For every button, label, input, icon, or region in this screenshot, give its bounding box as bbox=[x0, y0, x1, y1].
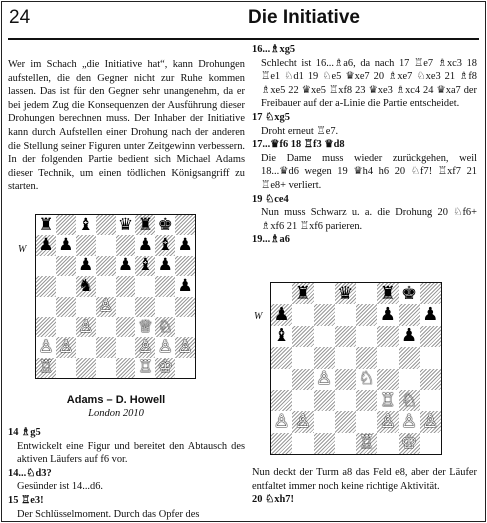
board-square bbox=[356, 369, 377, 390]
board-square bbox=[155, 276, 175, 296]
chess-piece: ♝ bbox=[273, 325, 290, 347]
board-square bbox=[335, 347, 356, 368]
board-square bbox=[356, 390, 377, 411]
board-square bbox=[314, 411, 335, 432]
board-square bbox=[377, 347, 398, 368]
board-square bbox=[116, 358, 136, 378]
board-square bbox=[314, 283, 335, 304]
board-square bbox=[116, 215, 136, 235]
board-square bbox=[314, 347, 335, 368]
chapter-title: Die Initiative bbox=[248, 7, 360, 28]
board-square bbox=[271, 283, 292, 304]
chess-piece: ♟ bbox=[58, 235, 74, 256]
board-square bbox=[175, 358, 195, 378]
board-square bbox=[399, 326, 420, 347]
chess-piece: ♙ bbox=[38, 337, 54, 357]
side-to-move-label: W bbox=[254, 311, 263, 322]
chess-piece: ♙ bbox=[177, 337, 193, 357]
board-square bbox=[155, 215, 175, 235]
game-caption-event: London 2010 bbox=[88, 408, 144, 419]
board-square bbox=[76, 235, 96, 255]
board-square bbox=[420, 326, 441, 347]
board-square bbox=[135, 317, 155, 337]
chess-piece: ♙ bbox=[379, 411, 396, 432]
board-square bbox=[76, 317, 96, 337]
game-caption-players: Adams – D. Howell bbox=[66, 394, 166, 406]
board-square bbox=[135, 235, 155, 255]
board-square bbox=[292, 304, 313, 325]
chess-piece: ♟ bbox=[273, 304, 290, 326]
board-square bbox=[36, 276, 56, 296]
chess-piece: ♝ bbox=[157, 235, 173, 256]
left-moves bbox=[8, 426, 245, 521]
move-notation: 20 ♘xh7! bbox=[252, 494, 294, 506]
board-square bbox=[356, 433, 377, 454]
board-square bbox=[116, 317, 136, 337]
chess-piece: ♟ bbox=[379, 304, 396, 326]
chess-piece: ♖ bbox=[137, 357, 153, 378]
board-square bbox=[56, 276, 76, 296]
board-square bbox=[377, 326, 398, 347]
board-square bbox=[56, 297, 76, 317]
board-square bbox=[56, 317, 76, 337]
chess-piece: ♙ bbox=[97, 296, 114, 317]
board-square bbox=[36, 317, 56, 337]
board-square bbox=[135, 297, 155, 317]
chessboard bbox=[35, 214, 196, 379]
move-comment: Droht erneut ♖e7. bbox=[261, 125, 339, 137]
board-square bbox=[271, 369, 292, 390]
board-square bbox=[377, 433, 398, 454]
chess-piece: ♜ bbox=[379, 283, 396, 304]
board-square bbox=[116, 256, 136, 276]
board-square bbox=[175, 215, 195, 235]
chess-piece: ♛ bbox=[337, 283, 354, 304]
board-square bbox=[377, 283, 398, 304]
board-square bbox=[116, 337, 136, 357]
chess-piece: ♟ bbox=[157, 255, 173, 276]
chess-piece: ♟ bbox=[177, 235, 193, 256]
page-number: 24 bbox=[9, 7, 31, 28]
chess-piece: ♝ bbox=[78, 215, 94, 235]
move-notation: 15 ♖e3! bbox=[8, 494, 44, 506]
board-square bbox=[76, 276, 96, 296]
board-square bbox=[155, 297, 175, 317]
board-square bbox=[56, 256, 76, 276]
board-square bbox=[314, 304, 335, 325]
board-square bbox=[135, 256, 155, 276]
board-square bbox=[356, 304, 377, 325]
chess-piece: ♔ bbox=[157, 357, 173, 378]
board-square bbox=[36, 337, 56, 357]
board-square bbox=[76, 256, 96, 276]
chess-piece: ♟ bbox=[401, 325, 418, 347]
board-square bbox=[76, 358, 96, 378]
chess-piece: ♟ bbox=[137, 235, 153, 256]
board-square bbox=[399, 411, 420, 432]
chess-piece: ♙ bbox=[401, 411, 418, 432]
side-to-move-label: W bbox=[18, 244, 27, 255]
chess-piece: ♜ bbox=[137, 215, 153, 235]
chess-piece: ♖ bbox=[379, 389, 396, 411]
move-notation: 19 ♘ce4 bbox=[252, 193, 289, 205]
board-square bbox=[175, 235, 195, 255]
chess-piece: ♞ bbox=[78, 276, 94, 296]
board-square bbox=[377, 411, 398, 432]
board-square bbox=[335, 369, 356, 390]
board-square bbox=[56, 215, 76, 235]
move-comment: Nun muss Schwarz u. a. die Drohung 20 ♘f6+ ♗xf6 21 ♖xf6 parieren. bbox=[261, 207, 477, 232]
board-square bbox=[335, 433, 356, 454]
board-square bbox=[116, 276, 136, 296]
board-square bbox=[420, 411, 441, 432]
move-comment: Die Dame muss wieder zurückgehen, weil 18...♛d6 wegen 19 ♛h4 h6 20 ♘f7! ♖xf7 21 ♖e8+ verliert. bbox=[261, 152, 477, 191]
chess-piece: ♙ bbox=[294, 411, 311, 432]
board-square bbox=[335, 283, 356, 304]
board-square bbox=[420, 283, 441, 304]
chess-piece: ♘ bbox=[157, 316, 173, 337]
board-square bbox=[292, 283, 313, 304]
board-square bbox=[271, 304, 292, 325]
board-square bbox=[36, 235, 56, 255]
board-square bbox=[155, 337, 175, 357]
chess-piece: ♕ bbox=[137, 316, 153, 337]
chess-piece: ♘ bbox=[401, 389, 418, 411]
board-square bbox=[292, 326, 313, 347]
board-square bbox=[356, 411, 377, 432]
board-square bbox=[314, 369, 335, 390]
chess-piece: ♜ bbox=[294, 283, 311, 304]
chess-piece: ♘ bbox=[358, 368, 375, 390]
board-square bbox=[155, 358, 175, 378]
board-square bbox=[292, 411, 313, 432]
board-square bbox=[116, 297, 136, 317]
board-square bbox=[399, 347, 420, 368]
board-square bbox=[96, 256, 116, 276]
move-comment: Schlecht ist 16...♗a6, da nach 17 ♖e7 ♗xc3 18 ♖e1 ♘d1 19 ♘e5 ♛xe7 20 ♗xe7 ♘xe3 21 ♗f8 ♗xe5 22 ♛xe5 ♖xf8 23 ♛xe3 ♗xc4 24 ♛xa7 der Freibauer auf der a-Linie die Partie entscheidet. bbox=[261, 57, 477, 110]
board-square bbox=[420, 390, 441, 411]
board-square bbox=[377, 390, 398, 411]
board-square bbox=[76, 215, 96, 235]
board-square bbox=[314, 433, 335, 454]
chess-piece: ♙ bbox=[58, 337, 74, 357]
board-square bbox=[96, 297, 116, 317]
header-rule bbox=[8, 38, 479, 40]
board-square bbox=[271, 411, 292, 432]
board-square bbox=[96, 317, 116, 337]
chess-piece: ♙ bbox=[137, 337, 153, 357]
board-square bbox=[116, 235, 136, 255]
board-square bbox=[175, 276, 195, 296]
board-square bbox=[76, 297, 96, 317]
board-square bbox=[292, 369, 313, 390]
board-square bbox=[356, 283, 377, 304]
board-square bbox=[135, 358, 155, 378]
move-notation: 17...♛f6 18 ♖f3 ♛d8 bbox=[252, 139, 345, 151]
board-square bbox=[377, 304, 398, 325]
board-square bbox=[96, 276, 116, 296]
move-comment: Nun deckt der Turm a8 das Feld e8, aber der Läufer entfaltet immer noch keine richtige Aktivität. bbox=[252, 467, 477, 492]
board-square bbox=[76, 337, 96, 357]
board-square bbox=[356, 326, 377, 347]
board-square bbox=[56, 235, 76, 255]
board-square bbox=[135, 337, 155, 357]
board-square bbox=[399, 304, 420, 325]
board-square bbox=[377, 369, 398, 390]
board-square bbox=[399, 283, 420, 304]
chess-piece: ♖ bbox=[358, 432, 375, 454]
chess-piece: ♝ bbox=[137, 255, 153, 276]
board-square bbox=[56, 358, 76, 378]
chess-diagram-2 bbox=[270, 282, 442, 455]
board-square bbox=[335, 390, 356, 411]
board-square bbox=[292, 347, 313, 368]
right-moves bbox=[252, 43, 477, 247]
move-comment: Gesünder ist 14...d6. bbox=[17, 481, 104, 493]
chess-piece: ♙ bbox=[422, 411, 439, 432]
chess-piece: ♔ bbox=[401, 432, 418, 454]
board-square bbox=[356, 347, 377, 368]
chess-piece: ♟ bbox=[177, 276, 193, 296]
move-comment: Der Schlüsselmoment. Durch das Opfer des bbox=[17, 508, 200, 520]
chess-diagram-1 bbox=[35, 214, 196, 379]
board-square bbox=[335, 326, 356, 347]
chess-piece: ♙ bbox=[157, 337, 173, 357]
move-notation: 17 ♘xg5 bbox=[252, 111, 290, 123]
board-square bbox=[36, 256, 56, 276]
board-square bbox=[292, 390, 313, 411]
move-notation: 16...♗xg5 bbox=[252, 44, 296, 55]
board-square bbox=[155, 317, 175, 337]
move-notation: 19...♗a6 bbox=[252, 234, 290, 246]
board-square bbox=[36, 215, 56, 235]
board-square bbox=[175, 337, 195, 357]
board-square bbox=[36, 358, 56, 378]
board-square bbox=[335, 411, 356, 432]
board-square bbox=[399, 369, 420, 390]
move-notation: 14 ♗g5 bbox=[8, 427, 41, 438]
board-square bbox=[271, 390, 292, 411]
board-square bbox=[56, 337, 76, 357]
board-square bbox=[314, 326, 335, 347]
board-square bbox=[271, 347, 292, 368]
move-comment: Entwickelt eine Figur und bereitet den Abtausch des aktiven Läufers auf f6 vor. bbox=[17, 440, 245, 466]
board-square bbox=[399, 433, 420, 454]
chessboard bbox=[270, 282, 442, 455]
board-square bbox=[420, 304, 441, 325]
board-square bbox=[36, 297, 56, 317]
chess-piece: ♚ bbox=[157, 215, 173, 235]
chess-piece: ♙ bbox=[316, 368, 333, 390]
board-square bbox=[292, 433, 313, 454]
move-notation: 14...♘d3? bbox=[8, 467, 52, 479]
board-square bbox=[175, 317, 195, 337]
chess-piece: ♛ bbox=[117, 215, 134, 235]
chess-piece: ♖ bbox=[38, 357, 54, 378]
intro-paragraph: Wer im Schach „die Initiative hat“, kann Drohungen aufstellen, die den Gegner nicht zur Ruhe kommen lassen. Das ist für den Gegner sehr unangenehm, da er bei jedem Zug die Konsequenzen der Ausführung dieser Drohungen berechnen muss. Der Inhaber der Initiative kann durch Aufstellen einer Drohung nach der anderen die Stellung seiner Figuren unter Zeitgewinn verbessern. In der folgenden Partie bedient sich Michael Adams dieser Technik, um einen tödlichen Königsangriff zu starten. bbox=[8, 59, 245, 193]
board-square bbox=[314, 390, 335, 411]
chess-piece: ♙ bbox=[273, 411, 290, 432]
board-square bbox=[96, 337, 116, 357]
chess-piece: ♚ bbox=[401, 283, 418, 304]
board-square bbox=[175, 256, 195, 276]
board-square bbox=[135, 215, 155, 235]
board-square bbox=[175, 297, 195, 317]
board-square bbox=[420, 347, 441, 368]
chess-piece: ♟ bbox=[422, 304, 439, 326]
board-square bbox=[135, 276, 155, 296]
chess-piece: ♟ bbox=[78, 255, 94, 276]
board-square bbox=[335, 304, 356, 325]
board-square bbox=[96, 215, 116, 235]
board-square bbox=[155, 235, 175, 255]
board-square bbox=[96, 235, 116, 255]
chess-piece: ♜ bbox=[38, 215, 54, 235]
board-square bbox=[399, 390, 420, 411]
board-square bbox=[420, 433, 441, 454]
board-square bbox=[96, 358, 116, 378]
chess-piece: ♟ bbox=[117, 255, 134, 276]
board-square bbox=[271, 326, 292, 347]
board-square bbox=[271, 433, 292, 454]
board-square bbox=[420, 369, 441, 390]
board-square bbox=[155, 256, 175, 276]
right-bottom bbox=[252, 466, 477, 507]
chess-piece: ♙ bbox=[78, 316, 94, 337]
chess-piece: ♟ bbox=[38, 235, 54, 256]
